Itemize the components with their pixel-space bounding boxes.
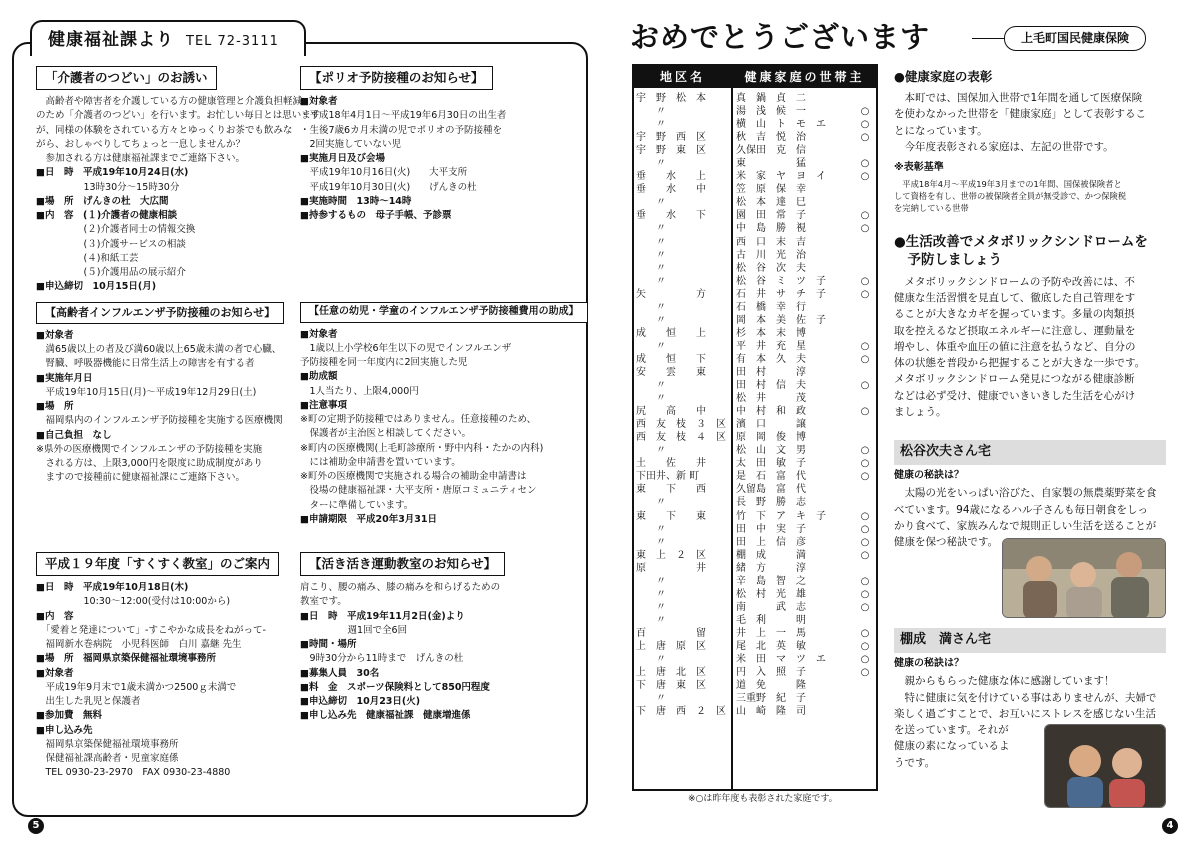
text-line: ※町の定期予防接種ではありません。任意接種のため、: [300, 414, 537, 425]
text-line: 平成19年9月末で1歳未満かつ2500ｇ未満で: [36, 681, 237, 693]
district-cell: 東 下 東: [636, 510, 706, 522]
household-cell: 是 石 富 代: [736, 471, 806, 483]
text-line: ■対象者: [300, 328, 338, 340]
previous-award-mark: ○: [860, 288, 870, 300]
text-line: して資格を有し、世帯の被保険者全員が無受診で、かつ保険税: [894, 190, 1127, 201]
district-cell: 垂 水 上: [636, 171, 706, 183]
household-cell: 久留島 富 代: [736, 484, 806, 496]
previous-award-mark: [856, 183, 874, 196]
article-heading-line1: ●生活改善でメタボリックシンドロームを: [894, 234, 1148, 250]
right-page: [606, 0, 1202, 844]
text-line: 親からもらった健康な体に感謝しています！: [894, 675, 1115, 688]
text-line: 福岡新水巻病院 小児科医師 白川 嘉継 先生: [36, 639, 242, 651]
household-cell: 平 井 充 星: [736, 340, 806, 352]
text-line: 役場の健康福祉課・大平支所・唐原コミュニティセン: [300, 485, 537, 497]
household-cell: 長 野 勝 志: [736, 497, 806, 509]
household-cell: 中 島 勝 視: [736, 223, 806, 235]
profile-question: 健康の秘訣は？: [894, 469, 964, 481]
text-line: 10:30～12:00(受付は10:00から): [36, 596, 231, 608]
household-column-header: 健康家庭の世帯主: [733, 66, 876, 88]
district-cell: 〃: [636, 262, 666, 274]
previous-award-mark: [856, 301, 874, 314]
box-title: 【活き活き運動教室のお知らせ】: [300, 552, 505, 576]
district-cell: 〃: [636, 314, 666, 326]
text-line: を使わなかった世帯を「健康家庭」として表彰するこ: [894, 108, 1146, 121]
text-line: 健康の素になっているよ: [894, 740, 1010, 753]
child-flu-subsidy-notice: [300, 302, 586, 527]
previous-award-mark: ○: [860, 640, 870, 652]
text-line: 1歳以上小学校6年生以下の児でインフルエンザ: [300, 342, 512, 354]
text-line: ■対象者: [36, 329, 74, 341]
insurance-badge: 上毛町国民健康保険: [1004, 26, 1146, 51]
district-cell: 西 友 枝 ３ 区: [636, 419, 726, 431]
box-body: [36, 581, 294, 781]
district-cell: 宇 野 東 区: [636, 145, 706, 157]
household-cell: 道 免 隆: [736, 680, 806, 692]
text-line: ※県外の医療機関でインフルエンザの予防接種を実施: [36, 443, 263, 455]
district-cell: 〃: [636, 497, 666, 509]
household-cell: 石 橋 幸 行: [736, 301, 806, 313]
district-cell: 尻 高 中: [636, 406, 706, 418]
district-cell: 〃: [636, 106, 666, 118]
text-line: には補助金申請書を置いています。: [300, 456, 461, 468]
text-line: のため「介護者のつどい」を行います。お忙しい毎日とは思います: [36, 110, 321, 122]
district-cell: 〃: [636, 236, 666, 248]
previous-award-mark: [856, 392, 874, 405]
household-cell: 松 谷 ミ ツ 子: [736, 275, 826, 287]
box-title: 「介護者のつどい」のお誘い: [36, 66, 217, 90]
text-line: ・生後7歳6カ月未満の児でポリオの予防接種を: [300, 124, 502, 136]
district-cell: 〃: [636, 654, 666, 666]
previous-award-mark: [856, 496, 874, 509]
text-line: ■日 時 平成19年11月2日(金)より: [300, 610, 465, 622]
text-line: 予防接種を同一年度内に2回実施した児: [300, 357, 468, 368]
text-line: ■対象者: [36, 667, 74, 679]
previous-award-mark: [856, 196, 874, 209]
article-body: [894, 90, 1166, 155]
previous-award-mark: ○: [860, 119, 870, 131]
text-line: 高齢者や障害者を介護している方の健康管理と介護負担軽減: [36, 96, 303, 108]
text-line: 体の状態を普段から把握することが大きな一歩です。: [894, 357, 1146, 370]
criteria-body: [894, 178, 1166, 214]
text-line: ※町外の医療機関で実施される場合の補助金申請書は: [300, 471, 527, 482]
profile-title: 松谷次夫さん宅: [894, 440, 1166, 465]
text-line: 平成19年10月30日(火) げんきの杜: [300, 181, 477, 193]
household-cell: 田 中 実 子: [736, 523, 806, 535]
household-cell: 岡 本 美 佐 子: [736, 314, 826, 326]
household-cell: 棚 成 満: [736, 549, 806, 561]
household-cell: 有 本 久 夫: [736, 353, 806, 365]
household-cell: 南 武 志: [736, 601, 806, 613]
text-line: 週1回で全6回: [300, 624, 408, 636]
text-line: 今年度表彰される家庭は、左記の世帯です。: [894, 140, 1114, 153]
district-cell: 〃: [636, 601, 666, 613]
district-cell: 〃: [636, 340, 666, 352]
district-cell: 〃: [636, 575, 666, 587]
household-cell: 井 上 一 馬: [736, 627, 806, 639]
text-line: ■募集人員 30名: [300, 667, 380, 679]
text-line: 健康を保つ秘訣です。: [894, 536, 999, 549]
elderly-flu-vaccination-notice: [36, 302, 294, 486]
text-line: ■持参するもの 母子手帳、予診票: [300, 210, 452, 222]
district-cell: 西 友 枝 ４ 区: [636, 432, 726, 444]
district-cell: 下田井、新 町: [636, 471, 700, 483]
district-cell: 宇 野 西 区: [636, 132, 706, 144]
district-cell: 〃: [636, 693, 666, 705]
household-cell: 原 岡 俊 博: [736, 432, 806, 444]
profile-title: 棚成 満さん宅: [894, 628, 1166, 653]
text-line: を送っています。それが: [894, 724, 1009, 737]
household-cell: 園 田 常 子: [736, 210, 806, 222]
box-body: [300, 581, 580, 724]
household-cell: 太 田 敏 子: [736, 458, 806, 470]
text-line: ■実施時間 13時～14時: [300, 195, 412, 207]
district-column: [636, 92, 728, 718]
previous-award-mark: ○: [860, 353, 870, 365]
previous-award-mark: ○: [860, 510, 870, 522]
previous-award-mark: ○: [860, 340, 870, 352]
household-cell: 西 口 末 吉: [736, 236, 806, 248]
district-cell: 成 恒 上: [636, 327, 706, 339]
box-title: 【ポリオ予防接種のお知らせ】: [300, 66, 493, 90]
text-line: 腎臓、呼吸器機能に日常生活上の障害を有する者: [36, 358, 255, 370]
profile-question: 健康の秘訣は？: [894, 657, 964, 669]
previous-award-mark: ○: [860, 575, 870, 587]
district-column-header: 地区名: [634, 66, 731, 88]
previous-award-mark: ○: [860, 667, 870, 679]
previous-award-mark: ○: [860, 210, 870, 222]
household-cell: 米 田 マ ツ エ: [736, 654, 826, 666]
district-cell: 東 下 西: [636, 484, 706, 496]
previous-award-mark: ○: [860, 458, 870, 470]
column-divider: [731, 66, 733, 789]
metabolic-article: [894, 232, 1166, 420]
text-line: 福岡県内のインフルエンザ予防接種を実施する医療機関: [36, 415, 283, 427]
district-cell: 〃: [636, 275, 666, 287]
previous-award-mark: [856, 418, 874, 431]
household-cell: 古 川 光 治: [736, 249, 806, 261]
box-title: 【任意の幼児・学童のインフルエンザ予防接種費用の助成】: [300, 302, 588, 323]
text-line: とになっています。: [894, 124, 988, 137]
title-rule: [972, 38, 1004, 39]
article-heading-line2: 予防しましょう: [894, 252, 1002, 269]
district-cell: 〃: [636, 614, 666, 626]
household-cell: 横 山 ト モ エ: [736, 119, 826, 131]
previous-award-mark: ○: [860, 654, 870, 666]
text-line: ・平成18年4月1日～平成19年6月30日の出生者: [300, 110, 507, 122]
text-line: 福岡県京築保健福祉環境事務所: [36, 738, 179, 750]
district-cell: 下 唐 東 区: [636, 680, 706, 692]
district-cell: 宇 野 松 本: [636, 93, 706, 104]
text-line: 平成19年10月15日(月)～平成19年12月29日(土): [36, 386, 257, 398]
section-title: 健康福祉課より: [48, 30, 174, 50]
previous-award-mark: ○: [860, 171, 870, 183]
text-line: かり食べて、家族みんなで規則正しい生活を送ることが: [894, 519, 1157, 532]
text-line: 2回実施していない児: [300, 138, 402, 150]
text-line: ■注意事項: [300, 399, 347, 411]
text-line: ましょう。: [894, 405, 947, 418]
matsutani-profile: [894, 440, 1166, 550]
text-line: 特に健康に気を付けている事はありませんが、夫婦で: [894, 691, 1157, 704]
previous-award-mark: [856, 314, 874, 327]
text-line: (２)介護者同士の情報交換: [36, 224, 196, 236]
household-cell: 山 崎 隆 司: [736, 706, 806, 718]
polio-vaccination-notice: [300, 66, 580, 223]
district-cell: 〃: [636, 393, 666, 405]
exercise-class-notice: [300, 552, 580, 724]
sukusuku-class-notice: [36, 552, 294, 781]
text-line: を完納している世帯: [894, 202, 969, 213]
text-line: べています。94歳になるハル子さんも毎日朝食をしっ: [894, 503, 1149, 516]
text-line: ■申込締切 10月23日(火): [300, 696, 421, 708]
text-line: 保健福祉課高齢者・児童家庭係: [36, 753, 179, 765]
table-note: ※○は昨年度も表彰された家庭です。: [688, 794, 838, 804]
page-number: 5: [28, 818, 44, 834]
previous-award-mark: [856, 614, 874, 627]
box-title: 平成１９年度「すくすく教室」のご案内: [36, 552, 279, 576]
previous-award-mark: [856, 92, 874, 105]
matsutani-family-photo: [1002, 538, 1166, 618]
previous-award-mark: [856, 679, 874, 692]
district-cell: 〃: [636, 588, 666, 600]
text-line: ■参加費 無料: [36, 710, 102, 722]
previous-award-mark: ○: [860, 471, 870, 483]
page-number: 4: [1162, 818, 1178, 834]
text-line: 増やし、体重や血圧の値に注意を払うなど、自分の: [894, 340, 1136, 353]
previous-award-mark: [856, 562, 874, 575]
text-line: (３)介護サービスの相談: [36, 238, 186, 250]
text-line: 健康な生活習慣を見直して、徹底した自己管理をす: [894, 292, 1136, 305]
text-line: 満65歳以上の者及び満60歳以上65歳未満の者で心臓、: [36, 344, 282, 356]
household-cell: 湯 浅 候 一: [736, 106, 806, 118]
text-line: メタボリックシンドロームの予防や改善には、不: [894, 275, 1135, 288]
household-cell: 緒 方 淳: [736, 562, 806, 574]
text-line: (５)介護用品の展示紹介: [36, 267, 186, 279]
previous-award-column: [856, 92, 874, 718]
text-line: 平成18年4月～平成19年3月までの1年間、国保被保険者と: [894, 178, 1122, 189]
district-cell: 〃: [636, 158, 666, 170]
left-page: [0, 0, 596, 844]
previous-award-mark: ○: [860, 549, 870, 561]
box-body: [300, 328, 586, 528]
household-cell: 久保田 克 信: [736, 145, 806, 157]
text-line: ■申し込み先 健康福祉課 健康増進係: [300, 710, 471, 722]
household-cell: 濱 口 譲: [736, 419, 806, 431]
district-cell: 上 唐 北 区: [636, 667, 706, 679]
previous-award-mark: ○: [860, 106, 870, 118]
district-cell: 〃: [636, 301, 666, 313]
text-line: メタボリックシンドローム発見につながる健康診断: [894, 373, 1135, 386]
district-cell: 上 唐 原 区: [636, 640, 706, 652]
previous-award-mark: [856, 327, 874, 340]
text-line: ますので接種前に健康福祉課にご連絡下さい。: [36, 472, 246, 484]
text-line: ることが大きなカギを握っています。多量の肉類摂: [894, 308, 1135, 321]
household-cell: 松 本 達 巳: [736, 197, 806, 209]
text-line: される方は、上限3,000円を限度に助成制度があり: [36, 458, 263, 470]
household-cell: 竹 下 ア キ 子: [736, 510, 826, 522]
text-line: ■対象者: [300, 96, 338, 108]
previous-award-mark: ○: [860, 132, 870, 144]
text-line: ■内 容 (１)介護者の健康相談: [36, 210, 178, 222]
household-column: [736, 92, 862, 718]
household-cell: 田 村 淳: [736, 366, 806, 378]
previous-award-mark: ○: [860, 380, 870, 392]
previous-award-mark: [856, 236, 874, 249]
district-cell: 垂 水 中: [636, 184, 706, 196]
text-line: 教室です。: [300, 596, 347, 608]
district-cell: 〃: [636, 249, 666, 261]
previous-award-mark: ○: [860, 158, 870, 170]
household-cell: 辛 島 智 之: [736, 575, 806, 587]
district-cell: 〃: [636, 536, 666, 548]
household-cell: 笠 原 保 幸: [736, 184, 806, 196]
previous-award-mark: [856, 483, 874, 496]
district-cell: 〃: [636, 197, 666, 209]
household-cell: 秋 吉 悦 治: [736, 132, 806, 144]
page-title: おめでとうございます: [630, 20, 931, 54]
previous-award-mark: [856, 692, 874, 705]
text-line: 本町では、国保加入世帯で1年間を通して医療保険: [894, 92, 1143, 105]
household-cell: 米 家 ヤ ヨ イ: [736, 171, 826, 183]
box-body: [36, 329, 294, 486]
household-cell: 松 井 茂: [736, 393, 806, 405]
previous-award-mark: ○: [860, 536, 870, 548]
text-line: ■日 時 平成19年10月18日(木): [36, 582, 189, 594]
text-line: がら、おしゃべりしてちょっと一息しませんか？: [36, 138, 246, 150]
household-cell: 中 村 和 政: [736, 406, 806, 418]
household-cell: 真 鍋 貞 二: [736, 93, 806, 104]
previous-award-mark: [856, 431, 874, 444]
household-cell: 三重野 紀 子: [736, 693, 806, 705]
text-line: TEL 0930-23-2970 FAX 0930-23-4880: [36, 767, 231, 779]
text-line: 13時30分～15時30分: [36, 181, 180, 193]
district-cell: 〃: [636, 223, 666, 235]
healthy-households-table: [632, 64, 878, 791]
household-cell: 毛 利 明: [736, 614, 806, 626]
district-cell: 百 留: [636, 627, 706, 639]
text-line: 肩こり、腰の痛み、膝の痛みを和らげるための: [300, 582, 501, 594]
text-line: ■実施年月日: [36, 372, 93, 384]
text-line: ターに準備しています。: [300, 499, 414, 511]
text-line: ■申込締切 10月15日(月): [36, 281, 157, 293]
previous-award-mark: ○: [860, 275, 870, 287]
text-line: 太陽の光をいっぱい浴びた、自家製の無農薬野菜を食: [894, 487, 1157, 500]
text-line: ■場 所 福岡県京築保健福祉環境事務所: [36, 653, 216, 665]
text-line: ■申し込み先: [36, 724, 93, 736]
article-body: [894, 274, 1166, 420]
text-line: ■日 時 平成19年10月24日(水): [36, 167, 189, 179]
household-cell: 田 村 信 夫: [736, 380, 806, 392]
household-cell: 石 井 サ チ 子: [736, 288, 826, 300]
previous-award-mark: ○: [860, 445, 870, 457]
text-line: などは必ず受け、健康でいきいきした生活を心がけ: [894, 389, 1136, 402]
household-cell: 松 村 光 雄: [736, 588, 806, 600]
previous-award-mark: ○: [860, 523, 870, 535]
text-line: ■申請期限 平成20年3月31日: [300, 513, 438, 525]
article-heading: ●健康家庭の表彰: [894, 69, 993, 84]
phone-number: TEL 72-3111: [186, 34, 279, 49]
previous-award-mark: ○: [860, 406, 870, 418]
household-cell: 田 上 信 彦: [736, 536, 806, 548]
district-cell: 矢 方: [636, 288, 706, 300]
text-line: ■場 所 げんきの杜 大広間: [36, 195, 169, 207]
household-cell: 尾 北 英 敏: [736, 640, 806, 652]
text-line: ■自己負担 なし: [36, 429, 112, 441]
district-cell: 垂 水 下: [636, 210, 706, 222]
text-line: ■時間・場所: [300, 639, 357, 651]
district-cell: 〃: [636, 119, 666, 131]
text-line: 取を控えるなど摂取エネルギーに注意し、運動量を: [894, 324, 1136, 337]
previous-award-mark: ○: [860, 223, 870, 235]
award-article: [894, 68, 1166, 214]
district-cell: 〃: [636, 523, 666, 535]
previous-award-mark: [856, 144, 874, 157]
text-line: 9時30分から11時まで げんきの杜: [300, 653, 464, 665]
text-line: ■助成額: [300, 371, 338, 383]
tananari-couple-photo: [1044, 724, 1166, 808]
text-line: ■料 金 スポーツ保険料として850円程度: [300, 681, 490, 693]
text-line: ■実施月日及び会場: [300, 153, 385, 165]
previous-award-mark: [856, 262, 874, 275]
criteria-title: ※表彰基準: [894, 162, 944, 174]
previous-award-mark: ○: [860, 601, 870, 613]
household-cell: 松 谷 次 夫: [736, 262, 806, 274]
previous-award-mark: ○: [860, 627, 870, 639]
text-line: 保護者が主治医と相談してください。: [300, 428, 472, 440]
district-cell: 下 唐 西 ２ 区: [636, 706, 726, 718]
text-line: 1人当たり、上限4,000円: [300, 385, 419, 397]
district-cell: 原 井: [636, 562, 706, 574]
text-line: が、同様の体験をされている方々とゆっくりお茶でも飲みな: [36, 124, 293, 136]
household-cell: 東 猛: [736, 158, 806, 170]
household-cell: 杉 本 末 博: [736, 327, 806, 339]
text-line: ■場 所: [36, 401, 74, 413]
section-header: [30, 20, 306, 56]
text-line: 平成19年10月16日(火) 大平支所: [300, 167, 468, 179]
district-cell: 〃: [636, 380, 666, 392]
text-line: 楽しく過ごすことで、お互いにストレスを感じない生活: [894, 707, 1156, 720]
previous-award-mark: [856, 705, 874, 718]
text-line: ■内 容: [36, 610, 74, 622]
household-cell: 円 入 照 子: [736, 667, 806, 679]
previous-award-mark: [856, 366, 874, 379]
district-cell: 〃: [636, 445, 666, 457]
previous-award-mark: [856, 249, 874, 262]
text-line: 「愛着と発達について」-すこやかな成長をねがって-: [36, 624, 266, 636]
district-cell: 安 雲 東: [636, 366, 706, 378]
household-cell: 松 山 文 男: [736, 445, 806, 457]
text-line: (４)和紙工芸: [36, 252, 139, 264]
district-cell: 土 佐 井: [636, 458, 706, 470]
text-line: ※町内の医療機関(上毛町診療所・野中内科・たかの内科): [300, 442, 544, 454]
text-line: うです。: [894, 756, 936, 769]
text-line: 参加される方は健康福祉課までご連絡下さい。: [36, 153, 246, 165]
district-cell: 成 恒 下: [636, 353, 706, 365]
box-body: [300, 95, 580, 223]
box-title: 【高齢者インフルエンザ予防接種のお知らせ】: [36, 302, 284, 324]
previous-award-mark: ○: [860, 588, 870, 600]
district-cell: 東 上 ２ 区: [636, 549, 706, 561]
text-line: 出生した乳児と保護者: [36, 696, 141, 708]
